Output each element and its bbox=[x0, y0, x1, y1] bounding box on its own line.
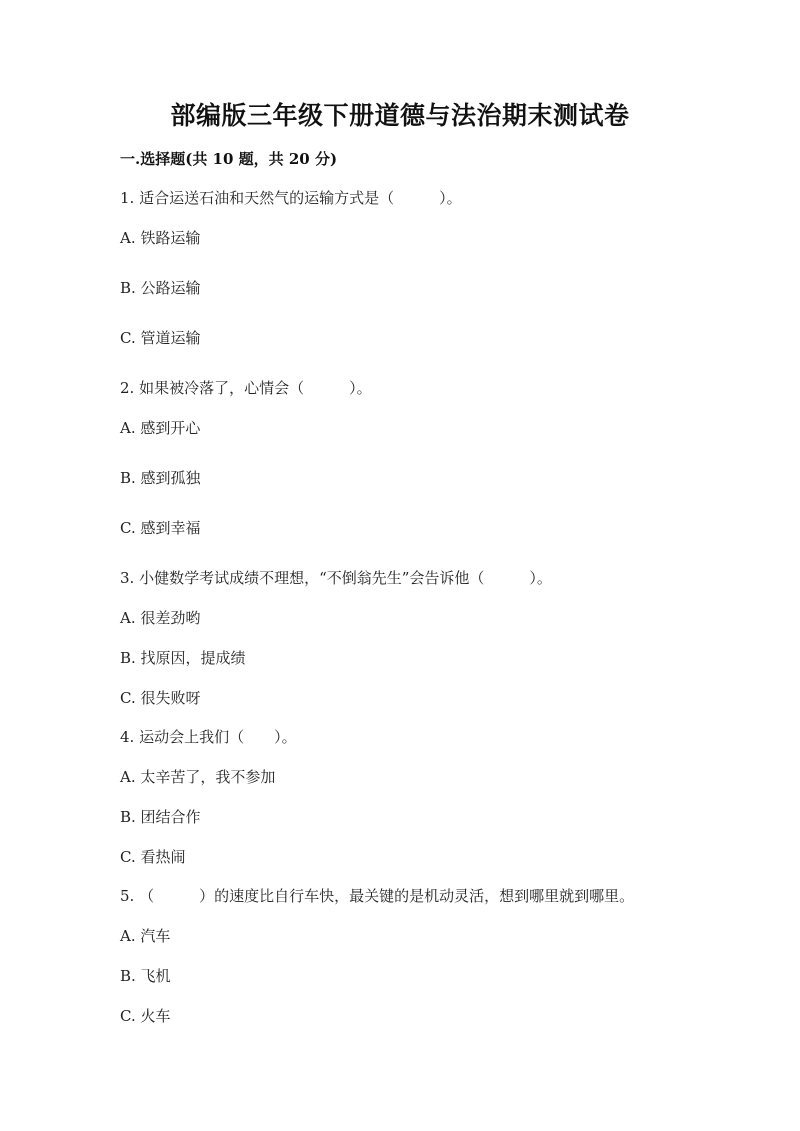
question-1-option-a: A. 铁路运输 bbox=[120, 229, 201, 247]
question-5-option-a: A. 汽车 bbox=[120, 927, 171, 945]
question-4-option-c: C. 看热闹 bbox=[120, 848, 186, 866]
page-title: 部编版三年级下册道德与法治期末测试卷 bbox=[170, 101, 630, 130]
question-4-option-a: A. 太辛苦了，我不参加 bbox=[120, 768, 276, 786]
question-2-option-a: A. 感到开心 bbox=[120, 419, 201, 437]
question-4-option-b: B. 团结合作 bbox=[120, 808, 201, 826]
question-3-option-c: C. 很失败呀 bbox=[120, 689, 201, 707]
question-5-option-c: C. 火车 bbox=[120, 1007, 171, 1025]
question-1-stem: 1. 适合运送石油和天然气的运输方式是（ ）。 bbox=[120, 189, 462, 207]
question-5-option-b: B. 飞机 bbox=[120, 967, 171, 985]
question-1-option-c: C. 管道运输 bbox=[120, 329, 201, 347]
question-3-option-a: A. 很差劲哟 bbox=[120, 609, 201, 627]
question-4-stem: 4. 运动会上我们（ ）。 bbox=[120, 728, 297, 746]
question-2-option-b: B. 感到孤独 bbox=[120, 469, 201, 487]
question-2-stem: 2. 如果被冷落了，心情会（ ）。 bbox=[120, 379, 372, 397]
question-2-option-c: C. 感到幸福 bbox=[120, 519, 201, 537]
question-3-option-b: B. 找原因，提成绩 bbox=[120, 649, 246, 667]
section-heading: 一.选择题(共 10 题，共 20 分) bbox=[120, 150, 338, 168]
question-3-stem: 3. 小健数学考试成绩不理想，“不倒翁先生”会告诉他（ ）。 bbox=[120, 569, 552, 587]
question-5-stem: 5. （ ）的速度比自行车快，最关键的是机动灵活，想到哪里就到哪里。 bbox=[120, 887, 635, 905]
question-1-option-b: B. 公路运输 bbox=[120, 279, 201, 297]
